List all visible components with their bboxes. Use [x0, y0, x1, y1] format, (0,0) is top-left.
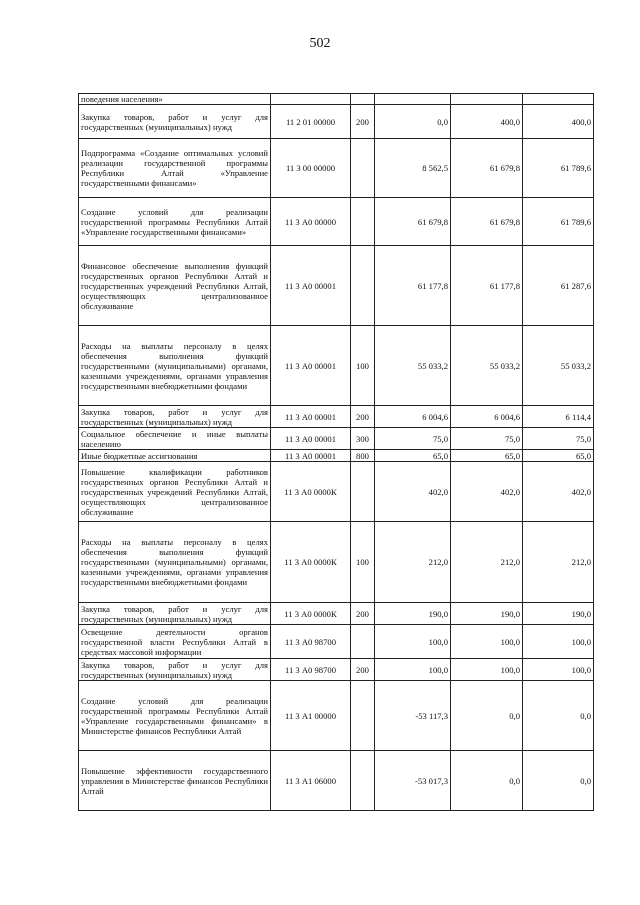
- row-code-cell: 11 3 А0 00001: [271, 450, 351, 462]
- row-code-cell: 11 3 А0 98700: [271, 659, 351, 681]
- row-code-cell: 11 3 А0 00001: [271, 326, 351, 406]
- row-type-cell: 200: [351, 603, 375, 625]
- row-name-cell: [79, 450, 271, 462]
- row-name-text: Закупка товаров, работ и услуг для государственных (муниципальных) нужд: [81, 603, 268, 624]
- row-code-cell: 11 3 А0 0000К: [271, 462, 351, 522]
- row-name-cell: [79, 94, 271, 105]
- row-type-cell: 200: [351, 105, 375, 139]
- row-type-cell: [351, 681, 375, 751]
- table-row: [79, 326, 594, 406]
- table-row: [79, 751, 594, 811]
- row-code-cell: 11 3 А1 06000: [271, 751, 351, 811]
- row-name-cell: [79, 681, 271, 751]
- row-name-text: Повышение квалификации работников государственных органов Республики Алтай и государственных учреждений Республики Алтай, осуществляющих централизованное обслуживание: [81, 466, 268, 517]
- table-row: [79, 462, 594, 522]
- table-row: [79, 105, 594, 139]
- row-value3-cell: 400,0: [523, 105, 594, 139]
- row-value2-cell: 100,0: [451, 659, 523, 681]
- row-type-cell: [351, 751, 375, 811]
- row-code-cell: 11 3 А1 00000: [271, 681, 351, 751]
- row-type-cell: [351, 139, 375, 198]
- row-type-cell: [351, 625, 375, 659]
- row-name-text: Подпрограмма «Создание оптимальных условий реализации государственной программы Республики Алтай «Управление государственными финансами»: [81, 148, 268, 188]
- row-name-cell: [79, 462, 271, 522]
- row-value2-cell: 55 033,2: [451, 326, 523, 406]
- row-name-text: поведения населения»: [81, 94, 163, 104]
- row-value1-cell: [375, 94, 451, 105]
- row-type-cell: 200: [351, 406, 375, 428]
- page-number: 502: [309, 36, 331, 51]
- row-value3-cell: [523, 94, 594, 105]
- row-type-cell: [351, 94, 375, 105]
- row-name-cell: [79, 139, 271, 198]
- row-value3-cell: 402,0: [523, 462, 594, 522]
- row-value3-cell: 75,0: [523, 428, 594, 450]
- row-value2-cell: 61 177,8: [451, 246, 523, 326]
- row-value3-cell: 61 789,6: [523, 139, 594, 198]
- row-name-cell: [79, 246, 271, 326]
- table-row: [79, 198, 594, 246]
- table-row: [79, 406, 594, 428]
- row-value2-cell: 400,0: [451, 105, 523, 139]
- table-row: [79, 603, 594, 625]
- row-name-text: Иные бюджетные ассигнования: [81, 450, 198, 461]
- row-code-cell: 11 3 А0 00001: [271, 428, 351, 450]
- table-row: [79, 681, 594, 751]
- row-name-text: Расходы на выплаты персоналу в целях обеспечения выполнения функций государственными (муниципальными) органами, казенными учреждениями, органами управления государственными внебюджетными фондами: [81, 537, 268, 587]
- row-type-cell: 200: [351, 659, 375, 681]
- row-value1-cell: 6 004,6: [375, 406, 451, 428]
- table-row: [79, 139, 594, 198]
- budget-table: [78, 93, 594, 811]
- row-value2-cell: 0,0: [451, 751, 523, 811]
- row-value1-cell: 65,0: [375, 450, 451, 462]
- row-value3-cell: 61 287,6: [523, 246, 594, 326]
- row-value2-cell: 6 004,6: [451, 406, 523, 428]
- row-type-cell: [351, 462, 375, 522]
- row-type-cell: [351, 198, 375, 246]
- row-code-cell: [271, 94, 351, 105]
- row-code-cell: 11 2 01 00000: [271, 105, 351, 139]
- row-value1-cell: 61 177,8: [375, 246, 451, 326]
- table-row: [79, 522, 594, 603]
- table-row: [79, 659, 594, 681]
- row-value2-cell: [451, 94, 523, 105]
- row-value2-cell: 190,0: [451, 603, 523, 625]
- row-value1-cell: 190,0: [375, 603, 451, 625]
- row-type-cell: 300: [351, 428, 375, 450]
- row-type-cell: 100: [351, 326, 375, 406]
- row-name-text: Освещение деятельности органов государственной власти Республики Алтай в средствах массовой информации: [81, 626, 268, 657]
- row-name-text: Социальное обеспечение и иные выплаты населению: [81, 428, 268, 449]
- row-name-cell: [79, 198, 271, 246]
- row-value1-cell: 55 033,2: [375, 326, 451, 406]
- row-code-cell: 11 3 А0 98700: [271, 625, 351, 659]
- row-name-cell: [79, 659, 271, 681]
- row-value2-cell: 61 679,8: [451, 198, 523, 246]
- row-value1-cell: 75,0: [375, 428, 451, 450]
- row-value1-cell: 402,0: [375, 462, 451, 522]
- row-value3-cell: 55 033,2: [523, 326, 594, 406]
- table-row: [79, 246, 594, 326]
- row-value3-cell: 0,0: [523, 681, 594, 751]
- row-code-cell: 11 3 А0 00001: [271, 406, 351, 428]
- row-name-text: Расходы на выплаты персоналу в целях обеспечения выполнения функций государственными (муниципальными) органами, казенными учреждениями, органами управления государственными внебюджетными фондами: [81, 340, 268, 391]
- row-value2-cell: 100,0: [451, 625, 523, 659]
- row-name-text: Финансовое обеспечение выполнения функций государственных органов Республики Алтай и государственных учреждений Республики Алтай, осуществляющих централизованное обслуживание: [81, 260, 268, 311]
- row-value3-cell: 61 789,6: [523, 198, 594, 246]
- row-name-cell: [79, 522, 271, 603]
- row-name-text: Закупка товаров, работ и услуг для государственных (муниципальных) нужд: [81, 406, 268, 427]
- row-name-cell: [79, 751, 271, 811]
- row-value3-cell: 65,0: [523, 450, 594, 462]
- row-value2-cell: 212,0: [451, 522, 523, 603]
- row-value2-cell: 0,0: [451, 681, 523, 751]
- row-code-cell: 11 3 А0 00001: [271, 246, 351, 326]
- table-row: [79, 625, 594, 659]
- row-code-cell: 11 3 А0 0000К: [271, 603, 351, 625]
- row-value1-cell: 100,0: [375, 625, 451, 659]
- row-type-cell: [351, 246, 375, 326]
- row-value3-cell: 6 114,4: [523, 406, 594, 428]
- row-name-cell: [79, 625, 271, 659]
- row-name-cell: [79, 603, 271, 625]
- row-type-cell: 100: [351, 522, 375, 603]
- row-value3-cell: 100,0: [523, 659, 594, 681]
- row-name-text: Создание условий для реализации государственной программы Республики Алтай «Управление государственными финансами» в Министерстве финансов Республики Алтай: [81, 695, 268, 736]
- row-value2-cell: 61 679,8: [451, 139, 523, 198]
- row-name-cell: [79, 326, 271, 406]
- row-value2-cell: 65,0: [451, 450, 523, 462]
- row-type-cell: 800: [351, 450, 375, 462]
- row-name-text: Закупка товаров, работ и услуг для государственных (муниципальных) нужд: [81, 659, 268, 680]
- row-name-text: Создание условий для реализации государственной программы Республики Алтай «Управление государственными финансами»: [81, 206, 268, 237]
- table-row: [79, 94, 594, 105]
- row-value1-cell: -53 017,3: [375, 751, 451, 811]
- row-name-text: Закупка товаров, работ и услуг для государственных (муниципальных) нужд: [81, 111, 268, 132]
- row-name-cell: [79, 105, 271, 139]
- row-value1-cell: 0,0: [375, 105, 451, 139]
- row-value2-cell: 75,0: [451, 428, 523, 450]
- budget-table-body: [79, 94, 594, 811]
- table-row: [79, 450, 594, 462]
- row-value2-cell: 402,0: [451, 462, 523, 522]
- row-value3-cell: 100,0: [523, 625, 594, 659]
- row-code-cell: 11 3 А0 00000: [271, 198, 351, 246]
- row-value1-cell: -53 117,3: [375, 681, 451, 751]
- row-name-cell: [79, 406, 271, 428]
- row-value1-cell: 61 679,8: [375, 198, 451, 246]
- row-value3-cell: 190,0: [523, 603, 594, 625]
- row-name-cell: [79, 428, 271, 450]
- row-name-text: Повышение эффективности государственного управления в Министерстве финансов Республики Алтай: [81, 765, 268, 796]
- row-value3-cell: 0,0: [523, 751, 594, 811]
- row-value1-cell: 8 562,5: [375, 139, 451, 198]
- table-row: [79, 428, 594, 450]
- row-value3-cell: 212,0: [523, 522, 594, 603]
- row-code-cell: 11 3 00 00000: [271, 139, 351, 198]
- row-value1-cell: 212,0: [375, 522, 451, 603]
- row-code-cell: 11 3 А0 0000К: [271, 522, 351, 603]
- row-value1-cell: 100,0: [375, 659, 451, 681]
